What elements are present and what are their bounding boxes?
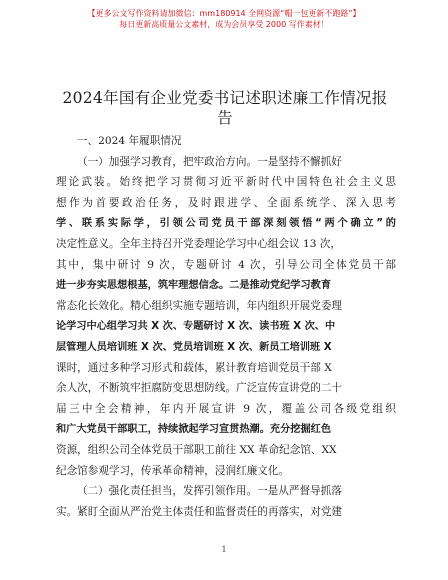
body-line <box>56 131 396 152</box>
body-line-text: 层管理人员培训班 X 次、党员培训班 X 次、新员工培训班 X <box>56 341 332 353</box>
promo-banner-line-2: 每日更新高质量公文素材，成为会员享受 2000 写作素材！ <box>119 20 329 29</box>
body-line-text: 学、联系实际学，引领公司党员干部深刻领悟“两个确立”的 <box>56 218 396 230</box>
body-line <box>56 358 396 379</box>
body-line <box>56 193 396 214</box>
body-line-text: 和广大党员干部职工，持续掀起学习宣贯热潮。充分挖掘红色 <box>56 424 332 436</box>
document-title <box>60 88 390 128</box>
body-line <box>56 234 396 255</box>
body-line <box>56 152 396 173</box>
body-line <box>56 378 396 399</box>
promo-banner <box>0 8 448 30</box>
body-line-text: 课时，通过多种学习形式和载体，累计教育培训党员干部 X <box>56 361 332 374</box>
page-number: 1 <box>221 545 227 554</box>
body-line-text: 余人次，不断筑牢拒腐防变思想防线。广泛宣传宣讲党的二十 <box>56 382 343 395</box>
body-line <box>56 255 396 276</box>
body-line <box>56 419 396 440</box>
body-line <box>56 399 396 420</box>
body-line-text: 论学习中心组学习共 X 次、专题研讨 X 次、读书班 X 次、中 <box>56 321 336 333</box>
document-title-line-2: 告 <box>217 109 233 127</box>
body-line-text: 想作为首要政治任务，及时跟进学、全面系统学、深入思考 <box>56 196 396 209</box>
body-line <box>56 316 396 337</box>
body-line <box>56 440 396 461</box>
body-line-text: （二）强化责任担当，发挥引领作用。一是从严督导抓落 <box>77 485 342 498</box>
document-title-line-1: 2024年国有企业党委书记述职述廉工作情况报 <box>62 89 388 107</box>
body-line-text: 资源，组织公司全体党员干部职工前往 XX 革命纪念馆、XX <box>56 443 337 456</box>
body-line-text: 常态化长效化。精心组织实施专题培训，年内组织开展党委理 <box>56 299 343 312</box>
body-line <box>56 296 396 317</box>
body-line <box>56 275 396 296</box>
body-line-text: 实。紧盯全面从严治党主体责任和监督责任的再落实，对党建 <box>56 505 343 518</box>
body-line-text: 纪念馆参观学习，传承革命精神，浸润红廉文化。 <box>56 464 290 477</box>
body-line <box>56 502 396 523</box>
body-line-text: （一）加强学习教育，把牢政治方向。一是坚持不懈抓好 <box>77 155 342 168</box>
promo-banner-line-1: 【更多公文写作资料请加微信：mm180914 全网资源“帽一包更新不跑路”】 <box>87 9 361 18</box>
body-line-text: 一、2024 年履职情况 <box>77 135 182 147</box>
body-line-text: 决定性意义。全年主持召开党委理论学习中心组会议 13 次， <box>56 237 342 250</box>
body-line <box>56 481 396 502</box>
body-line <box>56 337 396 358</box>
body-line <box>56 461 396 482</box>
body-line <box>56 213 396 234</box>
body-line-text: 届三中全会精神，年内开展宣讲 9 次，覆盖公司各级党组织 <box>56 402 396 415</box>
body-line-text: 进一步夯实思想根基，筑牢理想信念。二是推动党纪学习教育 <box>56 280 332 292</box>
body-line-text: 其中，集中研讨 9 次，专题研讨 4 次，引导公司全体党员干部 <box>56 258 396 271</box>
body-line <box>56 172 396 193</box>
document-body <box>56 131 396 522</box>
body-line-text: 理论武装。始终把学习贯彻习近平新时代中国特色社会主义思 <box>56 176 396 189</box>
